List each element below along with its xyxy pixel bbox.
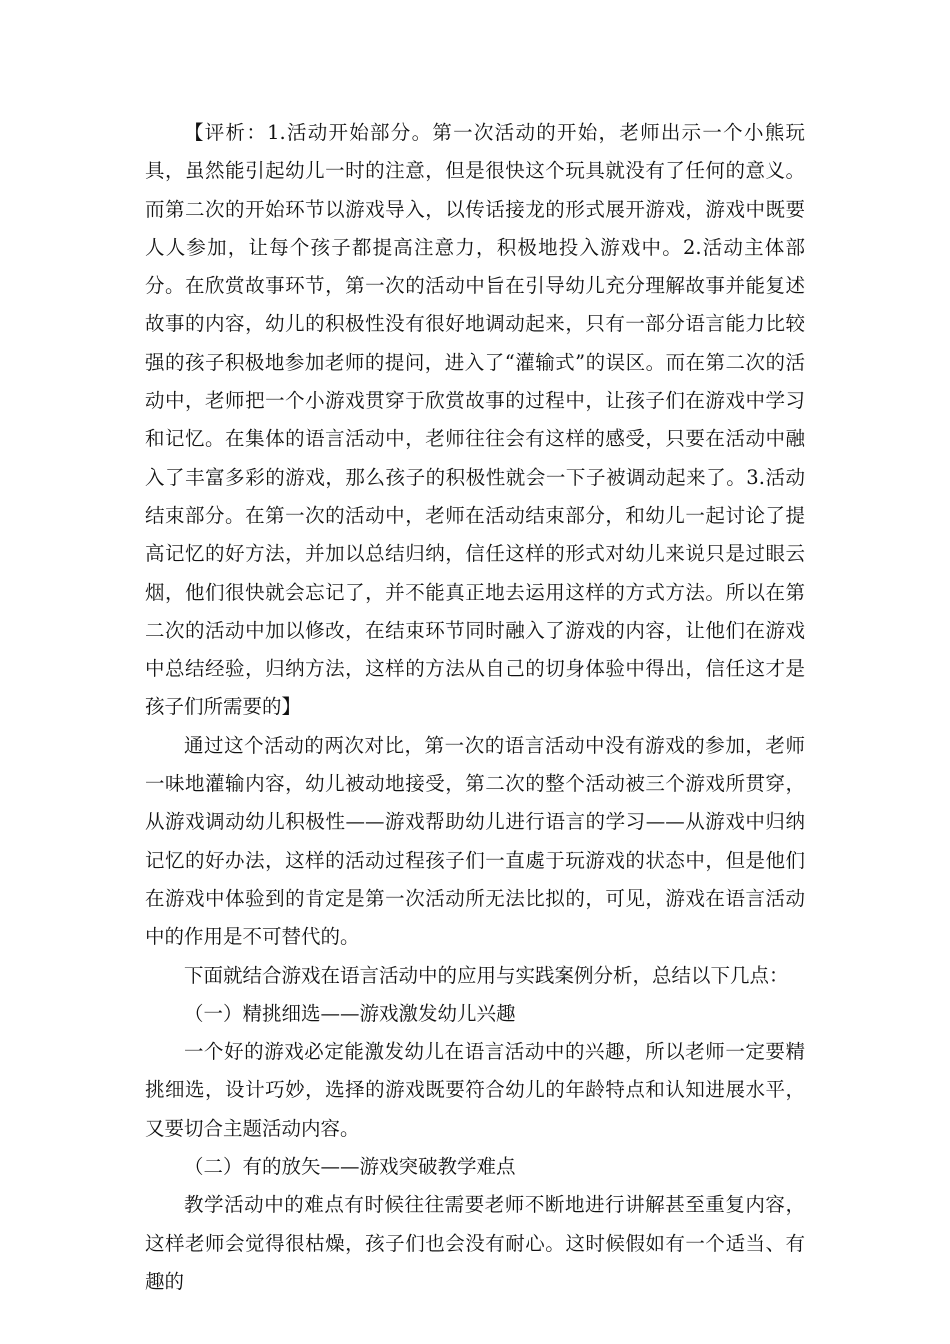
section-heading-1: （一）精挑细选——游戏激发幼儿兴趣 [184, 1001, 516, 1025]
paragraph-section-1: 一个好的游戏必定能激发幼儿在语言活动中的兴趣，所以老师一定要精挑细选，设计巧妙，选择的游戏既要符合幼儿的年龄特点和认知进展水平，又要切合主题活动内容。 [145, 1040, 805, 1140]
paragraph-comparison: 通过这个活动的两次对比，第一次的语言活动中没有游戏的参加，老师一味地灌输内容，幼儿被动地接受，第二次的整个活动被三个游戏所贯穿，从游戏调动幼儿积极性——游戏帮助幼儿进行语言的学习——从游戏中归纳记忆的好办法，这样的活动过程孩子们一直處于玩游戏的状态中，但是他们在游戏中体验到的肯定是第一次活动所无法比拟的，可见，游戏在语言活动中的作用是不可替代的。 [145, 733, 805, 949]
section-heading-2: （二）有的放矢——游戏突破教学难点 [184, 1155, 516, 1179]
paragraph-analysis: 【评析：1.活动开始部分。第一次活动的开始，老师出示一个小熊玩具，虽然能引起幼儿一时的注意，但是很快这个玩具就没有了任何的意义。而第二次的开始环节以游戏导入，以传话接龙的形式展开游戏，游戏中既要人人参加，让每个孩子都提高注意力，积极地投入游戏中。2.活动主体部分。在欣赏故事环节，第一次的活动中旨在引导幼儿充分理解故事并能复述故事的内容，幼儿的积极性没有很好地调动起来，只有一部分语言能力比较强的孩子积极地参加老师的提问，进入了“灌输式”的误区。而在第二次的活动中，老师把一个小游戏贯穿于欣赏故事的过程中，让孩子们在游戏中学习和记忆。在集体的语言活动中，老师往往会有这样的感受，只要在活动中融入了丰富多彩的游戏，那么孩子的积极性就会一下子被调动起来了。3.活动结束部分。在第一次的活动中，老师在活动结束部分，和幼儿一起讨论了提高记忆的好方法，并加以总结归纳，信任这样的形式对幼儿来说只是过眼云烟，他们很快就会忘记了，并不能真正地去运用这样的方式方法。所以在第二次的活动中加以修改，在结束环节同时融入了游戏的内容，让他们在游戏中总结经验，归纳方法，这样的方法从自己的切身体验中得出，信任这才是孩子们所需要的】 [145, 121, 805, 719]
body-text [145, 114, 805, 1301]
paragraph-summary-intro: 下面就结合游戏在语言活动中的应用与实践案例分析，总结以下几点： [184, 963, 789, 987]
paragraph-section-2: 教学活动中的难点有时候往往需要老师不断地进行讲解甚至重复内容，这样老师会觉得很枯燥，孩子们也会没有耐心。这时候假如有一个适当、有趣的 [145, 1193, 805, 1293]
